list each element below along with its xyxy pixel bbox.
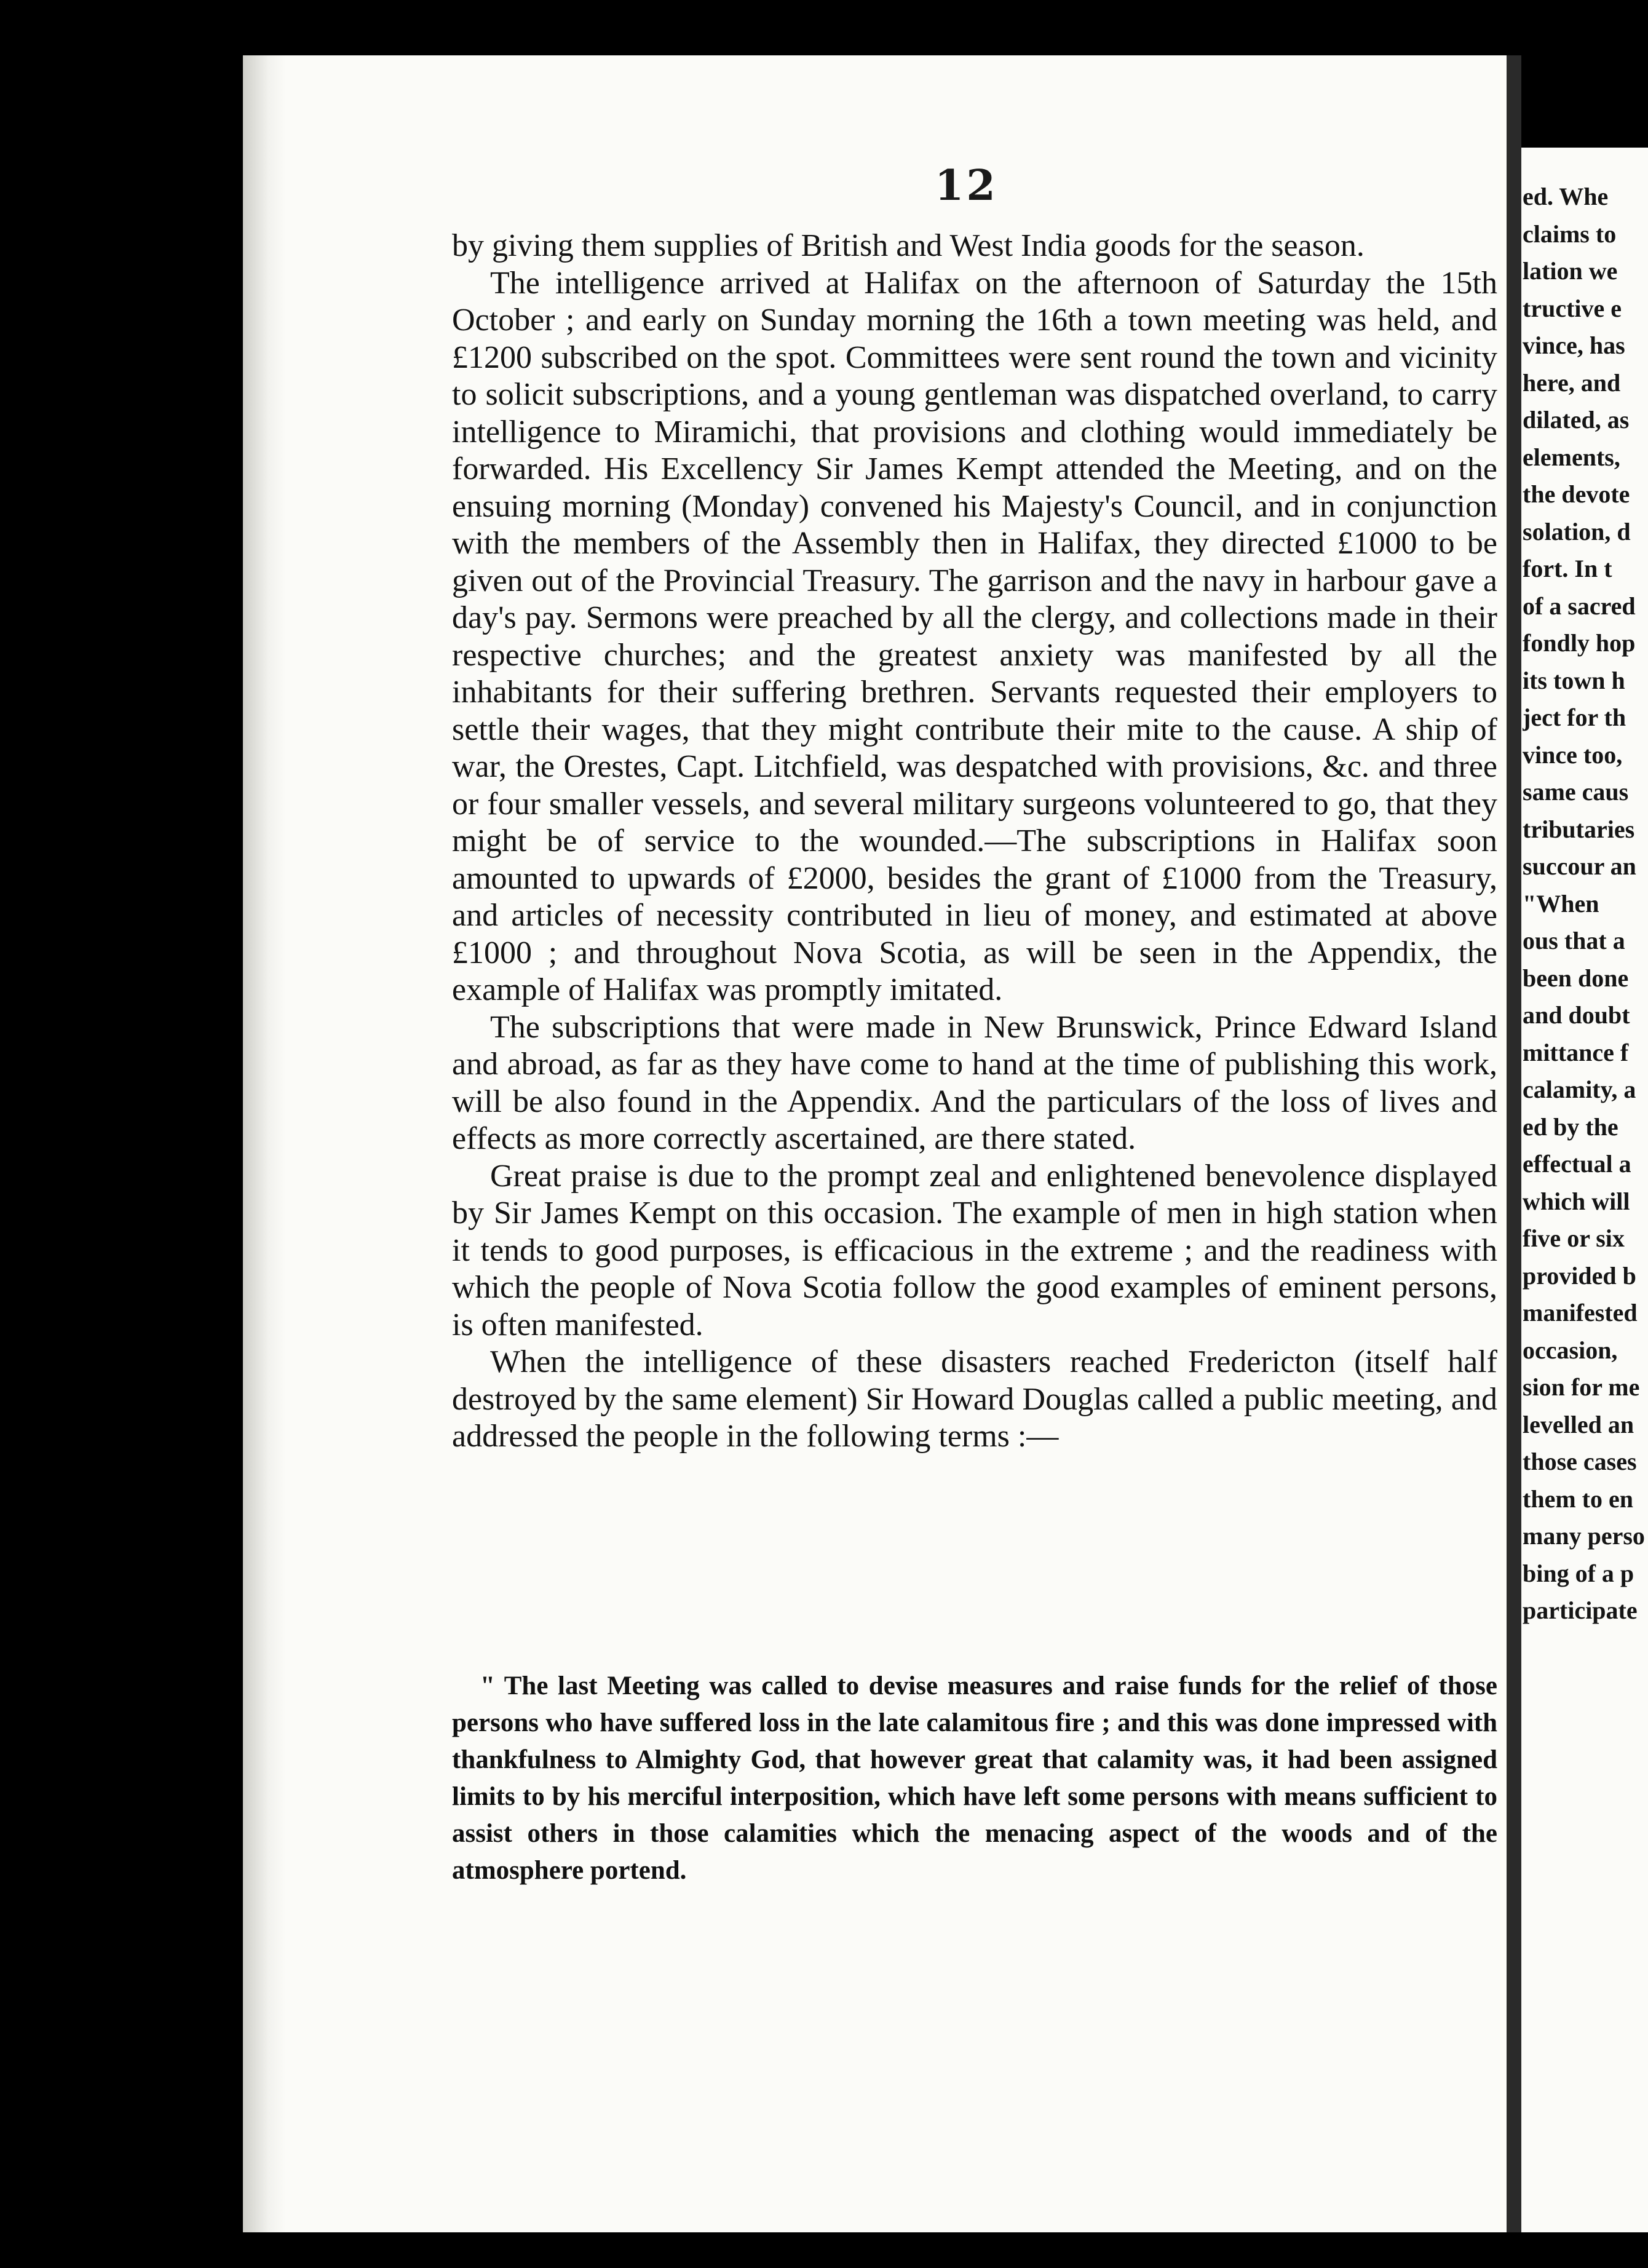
- fragment-line: many perso: [1523, 1522, 1645, 1550]
- book-gutter: [1507, 55, 1521, 2232]
- fragment-line: been done: [1523, 964, 1629, 992]
- fragment-line: five or six: [1523, 1224, 1625, 1252]
- fragment-line: participate: [1523, 1596, 1638, 1624]
- fragment-line: tructive e: [1523, 294, 1622, 322]
- fragment-line: succour an: [1523, 852, 1636, 880]
- quoted-address: " The last Meeting was called to devise measures and raise funds for the relief of those persons who have suffered loss in the late calamitous fire ; and this was done impressed with thankfulness to Almighty God, that however great that calamity was, it had been assigned limits to by his merciful interposition, which have left some persons with means sufficient to assist others in those calamities which the menacing aspect of the woods and of the atmosphere portend.: [452, 1671, 1497, 1885]
- fragment-line: levelled an: [1523, 1410, 1634, 1438]
- fragment-line: "When: [1523, 889, 1599, 918]
- fragment-line: ed by the: [1523, 1112, 1618, 1141]
- fragment-line: provided b: [1523, 1261, 1636, 1290]
- fragment-line: calamity, a: [1523, 1076, 1636, 1103]
- fragment-line: manifested: [1523, 1299, 1638, 1326]
- fragment-line: mittance f: [1523, 1038, 1629, 1066]
- fragment-line: fondly hop: [1523, 629, 1636, 657]
- page-number: 12: [935, 161, 998, 210]
- body-text: [452, 228, 1497, 1456]
- paragraph-continuation: by giving them supplies of British and West India goods for the season.: [452, 228, 1365, 263]
- fragment-line: fort. In t: [1523, 555, 1612, 582]
- fragment-line: ous that a: [1523, 927, 1625, 954]
- fragment-line: here, and: [1523, 368, 1621, 397]
- paragraph-halifax-intelligence: The intelligence arrived at Halifax on the afternoon of Saturday the 15th October ; and early on Sunday morning the 16th a town meeting was held, and £1200 subscribed on the spot. Committees were sent round the town and vicinity to solicit subscriptions, and a young gentleman was dispatched overland, to carry intelligence to Miramichi, that provisions and clothing would immediately be forwarded. His Excellency Sir James Kempt attended the Meeting, and on the ensuing morning (Monday) convened his Majesty's Council, and in conjunction with the members of the Assembly then in Halifax, they directed £1000 to be given out of the Provincial Treasury. The garrison and the navy in harbour gave a day's pay. Sermons were preached by all the clergy, and collections made in their respective churches; and the greatest anxiety was manifested by all the inhabitants for their suffering brethren. Servants requested their employers to settle their wages, that they might contribute their mite to the cause. A ship of war, the Orestes, Capt. Litchfield, was despatched with provisions, &c. and three or four smaller vessels, and several military surgeons volunteered to go, that they might be of service to the wounded.—The subscriptions in Halifax soon amounted to upwards of £2000, besides the grant of £1000 from the Treasury, and articles of necessity contributed in lieu of money, and estimated at above £1000 ; and throughout Nova Scotia, as will be seen in the Appendix, the example of Halifax was promptly imitated.: [452, 265, 1497, 1007]
- fragment-line: occasion,: [1523, 1336, 1618, 1364]
- fragment-line: and doubt: [1523, 1001, 1630, 1029]
- paragraph-fredericton: When the intelligence of these disasters reached Fredericton (itself half destroyed by the same element) Sir Howard Douglas called a public meeting, and addressed the people in the following terms :—: [452, 1344, 1497, 1454]
- fragment-line: same caus: [1523, 778, 1629, 806]
- paragraph-praise: Great praise is due to the prompt zeal and enlightened benevolence displayed by Sir James Kempt on this occasion. The example of men in high station when it tends to good purposes, is efficacious in the extreme ; and the readiness with which the people of Nova Scotia follow the good examples of eminent persons, is often manifested.: [452, 1158, 1497, 1342]
- fragment-line: claims to: [1523, 220, 1617, 248]
- facing-page-fragments: [1523, 178, 1648, 1630]
- fragment-line: effectual a: [1523, 1150, 1631, 1178]
- fragment-line: tributaries: [1523, 815, 1635, 843]
- fragment-line: sion for me: [1523, 1373, 1640, 1401]
- fragment-line: them to en: [1523, 1485, 1633, 1513]
- fragment-line: ed. Whe: [1523, 183, 1609, 210]
- paragraph-subscriptions: The subscriptions that were made in New Brunswick, Prince Edward Island and abroad, as far as they have come to hand at the time of publishing this work, will be also found in the Appendix. And the particulars of the loss of lives and effects as more correctly ascertained, are there stated.: [452, 1009, 1497, 1156]
- fragment-line: vince, has: [1523, 331, 1625, 359]
- fragment-line: solation, d: [1523, 517, 1631, 545]
- fragment-line: elements,: [1523, 443, 1620, 471]
- fragment-line: bing of a p: [1523, 1559, 1634, 1587]
- fragment-line: which will: [1523, 1187, 1630, 1215]
- fragment-line: lation we: [1523, 257, 1618, 285]
- fragment-line: of a sacred: [1523, 592, 1636, 620]
- fragment-line: ject for th: [1523, 704, 1626, 731]
- fragment-line: the devote: [1523, 480, 1630, 508]
- fragment-line: dilated, as: [1523, 406, 1630, 434]
- fragment-line: vince too,: [1523, 740, 1623, 769]
- fragment-line: those cases: [1523, 1448, 1637, 1475]
- fragment-line: its town h: [1523, 666, 1625, 694]
